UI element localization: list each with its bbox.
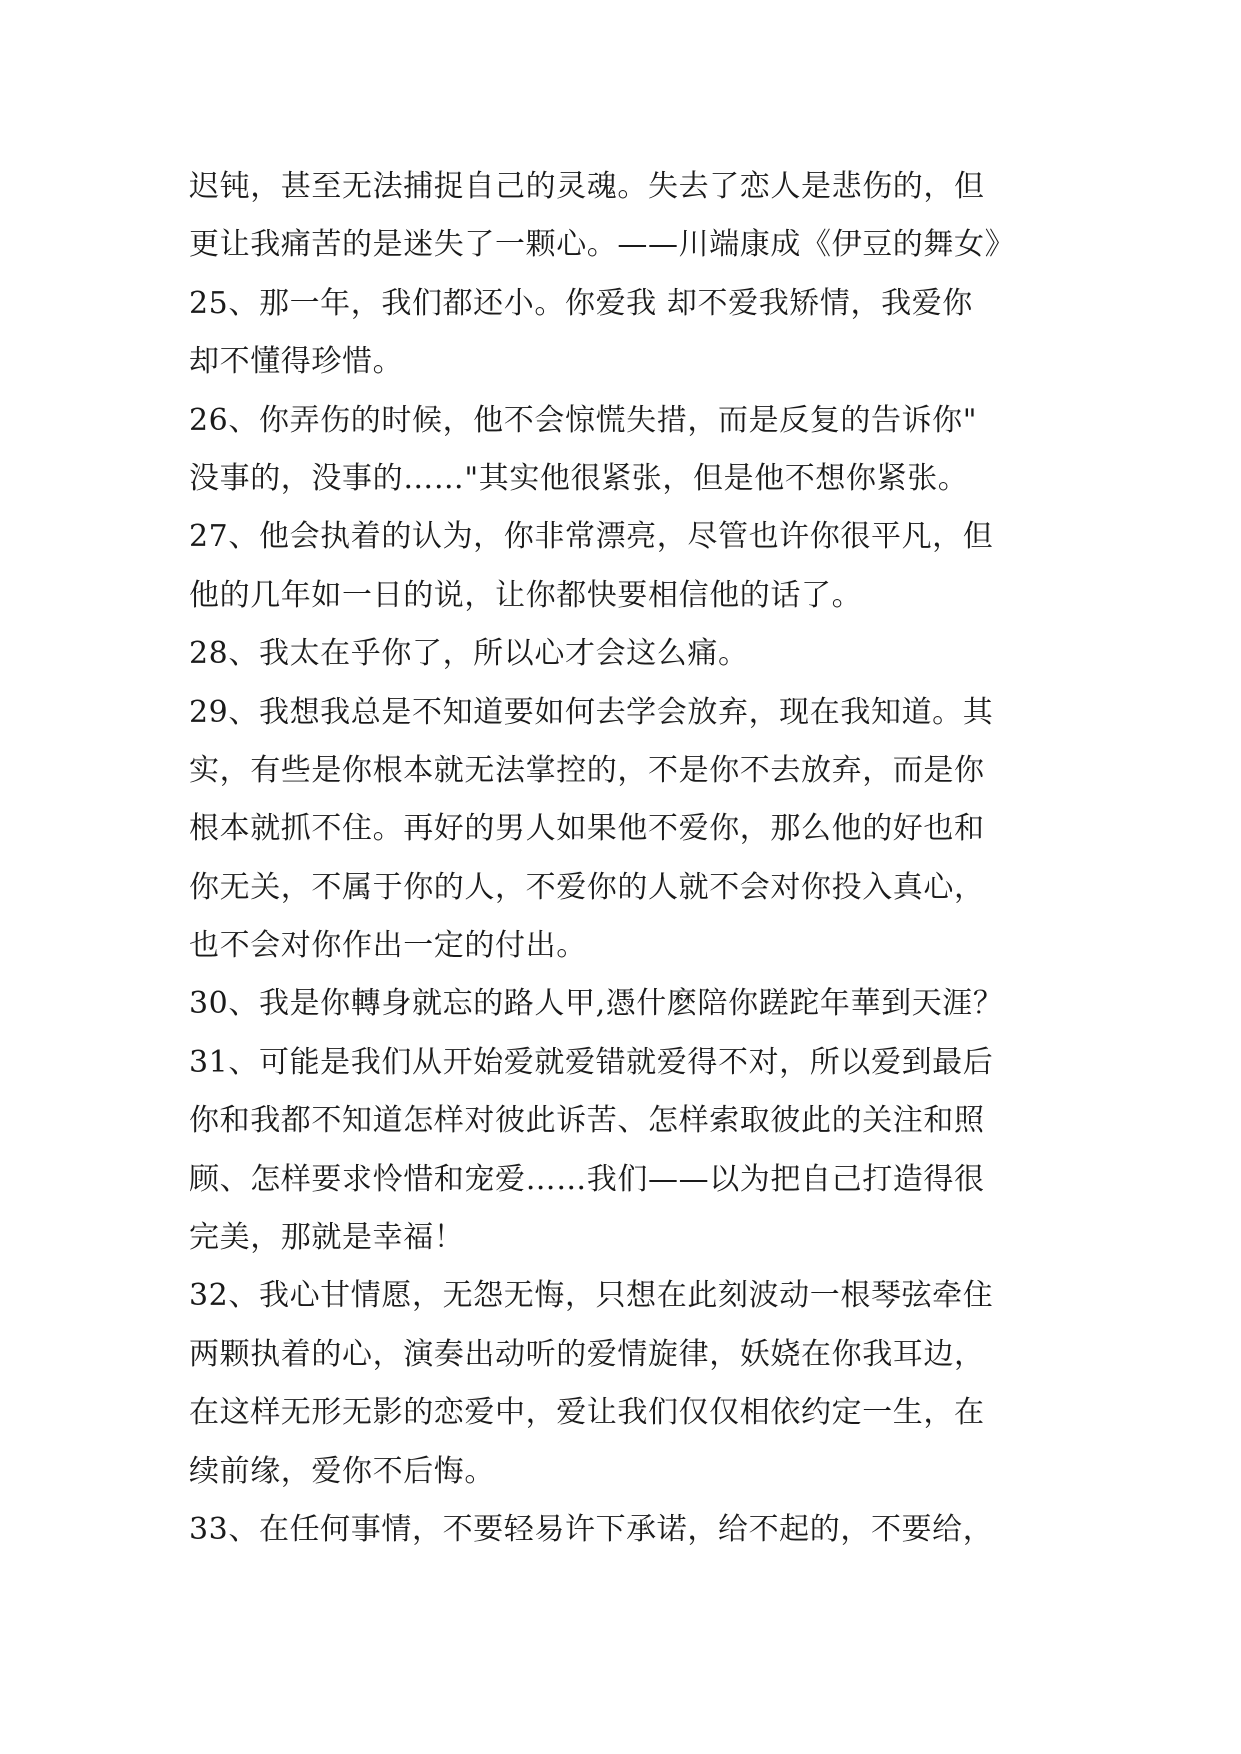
text-line: 28、我太在乎你了，所以心才会这么痛。 (189, 636, 749, 672)
text-line: 30、我是你轉身就忘的路人甲,憑什麽陪你蹉跎年華到天涯？ (189, 986, 1004, 1022)
text-line: 两颗执着的心，演奏出动听的爱情旋律，妖娆在你我耳边， (189, 1336, 985, 1372)
text-line: 29、我想我总是不知道要如何去学会放弃，现在我知道。其 (189, 694, 994, 730)
text-line: 续前缘，爱你不后悔。 (189, 1453, 495, 1489)
text-line: 却不懂得珍惜。 (189, 344, 404, 380)
text-line: 迟钝，甚至无法捕捉自己的灵魂。失去了恋人是悲伤的，但 (189, 169, 985, 204)
text-line: 你和我都不知道怎样对彼此诉苦、怎样索取彼此的关注和照 (189, 1103, 985, 1139)
text-line: 他的几年如一日的说，让你都快要相信他的话了。 (189, 577, 863, 613)
text-line: 顾、怎样要求怜惜和宠爱……我们——以为把自己打造得很 (189, 1161, 985, 1197)
text-line: 实，有些是你根本就无法掌控的，不是你不去放弃，而是你 (189, 752, 985, 788)
text-line: 26、你弄伤的时候，他不会惊慌失措，而是反复的告诉你" (189, 402, 978, 438)
text-line: 27、他会执着的认为，你非常漂亮，尽管也许你很平凡，但 (189, 519, 994, 555)
text-line: 完美，那就是幸福！ (189, 1220, 465, 1256)
text-line: 也不会对你作出一定的付出。 (189, 928, 587, 964)
text-line: 32、我心甘情愿，无怨无悔，只想在此刻波动一根琴弦牵住 (189, 1278, 994, 1314)
text-line: 31、可能是我们从开始爱就爱错就爱得不对，所以爱到最后 (189, 1044, 994, 1080)
text-line: 25、那一年，我们都还小。你爱我 却不爱我矫情，我爱你 (189, 285, 973, 321)
text-line: 你无关，不属于你的人，不爱你的人就不会对你投入真心， (189, 869, 985, 905)
text-line: 33、在任何事情，不要轻易许下承诺，给不起的，不要给， (189, 1511, 994, 1547)
text-line: 根本就抓不住。再好的男人如果他不爱你，那么他的好也和 (189, 811, 985, 847)
text-line: 在这样无形无影的恋爱中，爱让我们仅仅相依约定一生，在 (189, 1395, 985, 1431)
text-line: 更让我痛苦的是迷失了一颗心。——川端康成《伊豆的舞女》 (189, 227, 1016, 263)
text-line: 没事的，没事的……"其实他很紧张，但是他不想你紧张。 (189, 460, 969, 496)
body-text (189, 158, 1089, 1559)
